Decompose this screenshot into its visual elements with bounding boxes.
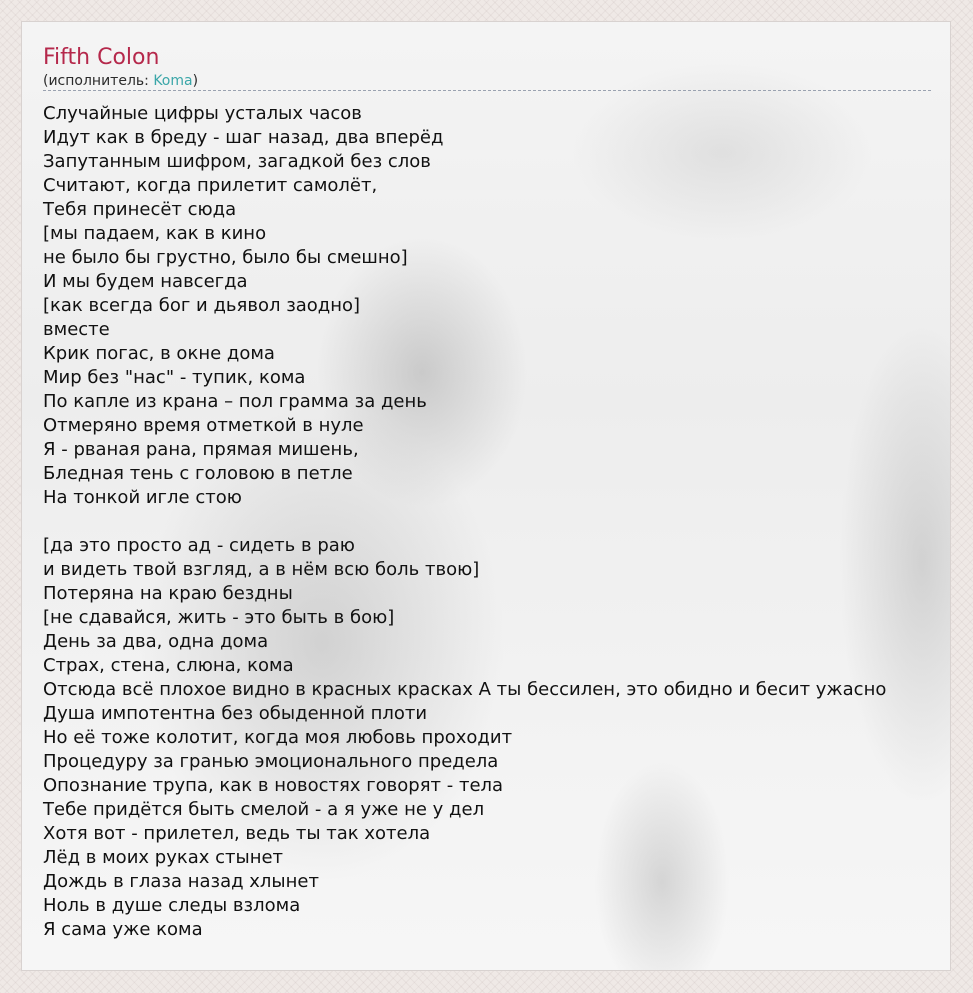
- lyric-line: Запутанным шифром, загадкой без слов: [43, 151, 431, 172]
- lyric-line: Бледная тень с головою в петле: [43, 463, 353, 484]
- lyrics-card: [21, 21, 951, 971]
- lyric-line: Ноль в душе следы взлома: [43, 895, 301, 916]
- lyric-line: и видеть твой взгляд, а в нём всю боль твою]: [43, 559, 480, 580]
- lyric-line: Я - рваная рана, прямая мишень,: [43, 439, 359, 460]
- lyric-line: Отмеряно время отметкой в нуле: [43, 415, 364, 436]
- lyrics-text: [43, 102, 951, 942]
- lyric-line: [43, 510, 951, 534]
- lyric-line: вместе: [43, 319, 110, 340]
- lyric-line: Страх, стена, слюна, кома: [43, 655, 294, 676]
- lyric-line: Душа импотентна без обыденной плоти: [43, 703, 428, 724]
- artist-suffix: ): [192, 73, 199, 89]
- lyric-line: Опознание трупа, как в новостях говорят - тела: [43, 775, 504, 796]
- lyric-line: По капле из крана – пол грамма за день: [43, 391, 427, 412]
- lyric-line: Лёд в моих руках стынет: [43, 847, 284, 868]
- artist-link[interactable]: Koma: [153, 73, 193, 89]
- header-divider: [43, 90, 931, 91]
- lyric-line: [не сдавайся, жить - это быть в бою]: [43, 607, 395, 628]
- lyric-line: Процедуру за гранью эмоционального предела: [43, 751, 499, 772]
- lyric-line: Крик погас, в окне дома: [43, 343, 275, 364]
- lyric-line: Я сама уже кома: [43, 919, 203, 940]
- lyric-line: Потеряна на краю бездны: [43, 583, 293, 604]
- lyric-line: не было бы грустно, было бы смешно]: [43, 247, 408, 268]
- lyric-line: [как всегда бог и дьявол заодно]: [43, 295, 361, 316]
- lyric-line: День за два, одна дома: [43, 631, 269, 652]
- lyric-line: Идут как в бреду - шаг назад, два вперёд: [43, 127, 444, 148]
- lyric-line: Отсюда всё плохое видно в красных красках А ты бессилен, это обидно и бесит ужасно: [43, 679, 887, 700]
- artist-prefix: (исполнитель:: [43, 73, 154, 89]
- lyric-line: [мы падаем, как в кино: [43, 223, 267, 244]
- lyric-line: Дождь в глаза назад хлынет: [43, 871, 319, 892]
- artist-line: [43, 72, 198, 90]
- lyric-line: Хотя вот - прилетел, ведь ты так хотела: [43, 823, 431, 844]
- lyric-line: Мир без "нас" - тупик, кома: [43, 367, 306, 388]
- lyric-line: И мы будем навсегда: [43, 271, 248, 292]
- lyric-line: Случайные цифры усталых часов: [43, 103, 362, 124]
- lyric-line: Тебе придётся быть смелой - а я уже не у дел: [43, 799, 485, 820]
- lyric-line: Считают, когда прилетит самолёт,: [43, 175, 378, 196]
- lyric-line: Тебя принесёт сюда: [43, 199, 237, 220]
- lyric-line: На тонкой игле стою: [43, 487, 242, 508]
- song-title: Fifth Colon: [43, 45, 160, 70]
- lyric-line: [да это просто ад - сидеть в раю: [43, 535, 355, 556]
- lyric-line: Но её тоже колотит, когда моя любовь проходит: [43, 727, 513, 748]
